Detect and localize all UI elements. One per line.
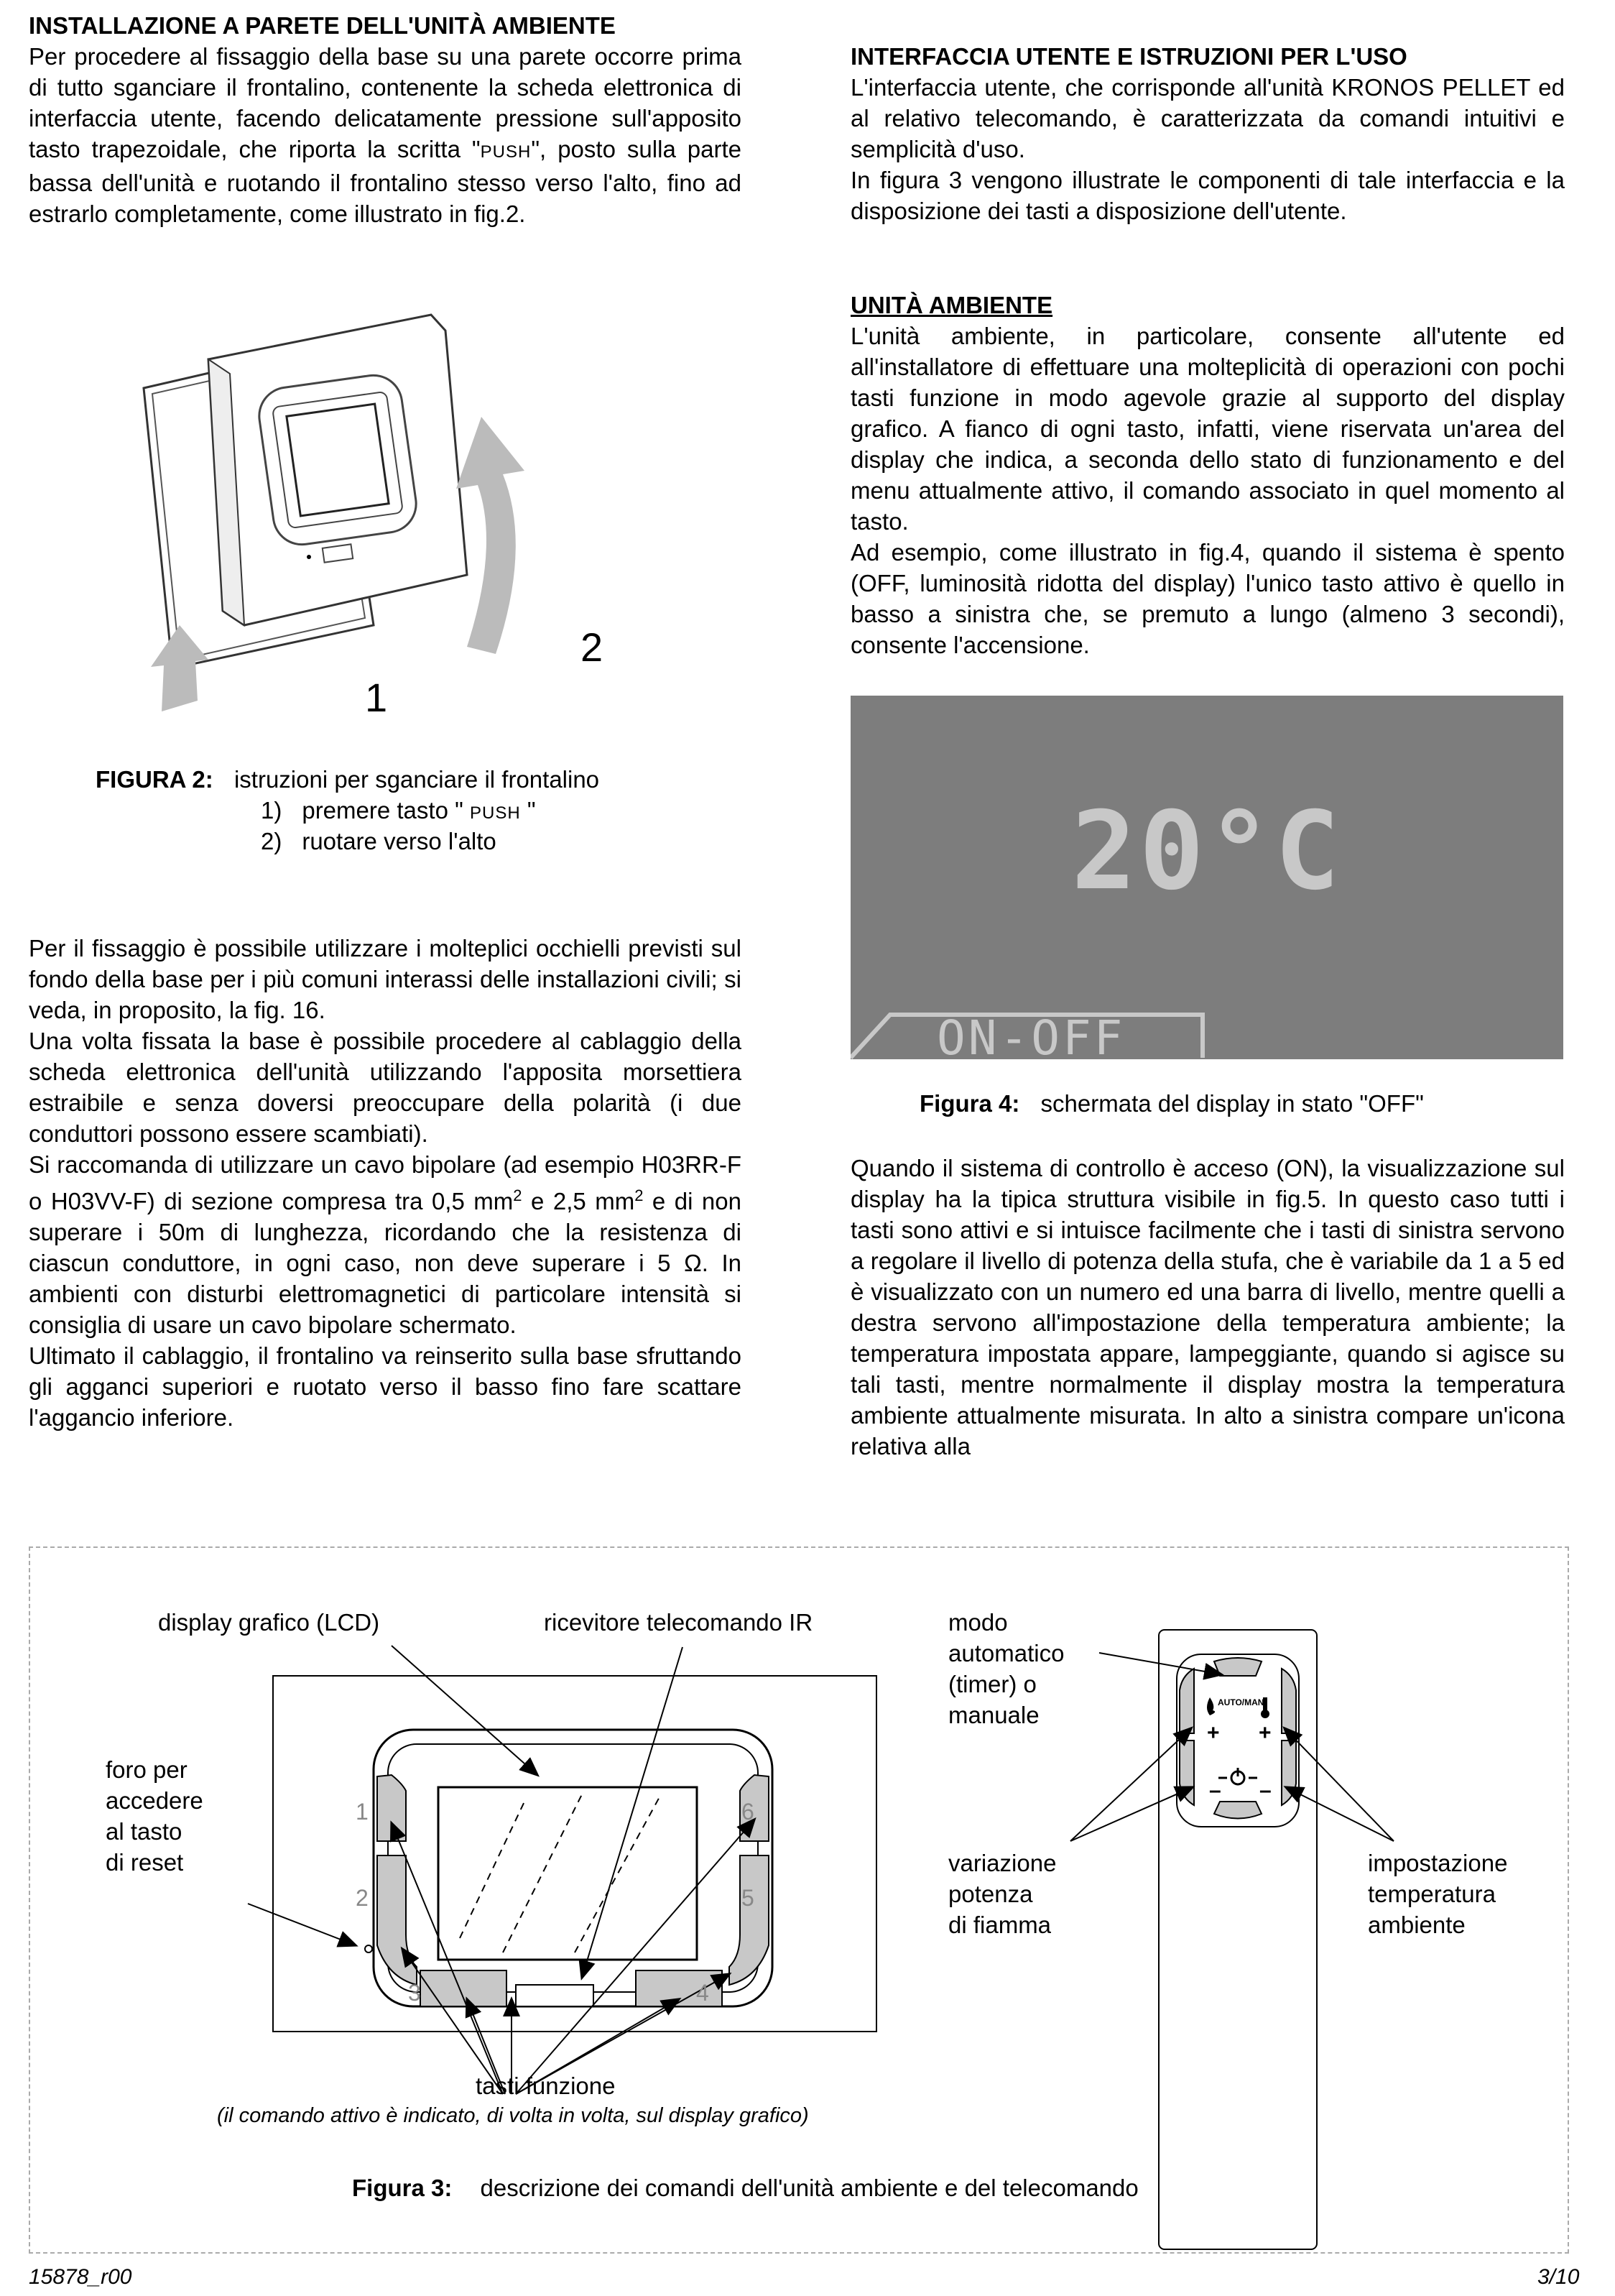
function-key-4[interactable] bbox=[636, 1970, 722, 2006]
remote-plus-left: + bbox=[1207, 1721, 1220, 1745]
remote-auto-man-label: AUTO/MAN bbox=[1218, 1697, 1264, 1707]
rotate-arrow-icon bbox=[456, 417, 524, 654]
room-unit-section bbox=[851, 321, 1565, 660]
label-temperature-setting: impostazione temperatura ambiente bbox=[1368, 1850, 1508, 1938]
fig2-caption-label: FIGURA 2: bbox=[96, 766, 213, 793]
display-softkey-on-off: ON-OFF bbox=[937, 1010, 1126, 1066]
fixing-paragraph-4: Ultimato il cablaggio, il frontalino va reinserito sulla base sfruttando gli agganci superiori e ruotato verso il basso fino fare scattare l'aggancio inferiore. bbox=[29, 1342, 741, 1431]
ui-paragraph-1: L'interfaccia utente, che corrisponde all'unità KRONOS PELLET ed al relativo telecomando, è caratterizzata da comandi intuitivi e semplicità d'uso. bbox=[851, 74, 1565, 162]
room-unit-paragraph-1: L'unità ambiente, in particolare, consente all'utente ed all'installatore di effettuare una molteplicità di operazioni con pochi tasti funzione in modo agevole grazie al supporto del display grafico. A fianco di ogni tasto, infatti, viene riservata un'area del display che indica, a seconda dello stato di funzionamento e del menu attualmente attivo, il comando associato in quel momento al tasto. bbox=[851, 323, 1565, 535]
page-number: 3/10 bbox=[1537, 2265, 1580, 2289]
fig4-caption-label: Figura 4: bbox=[920, 1090, 1020, 1117]
display-temperature: 20°C bbox=[1071, 789, 1343, 914]
display-window bbox=[287, 404, 389, 516]
ir-receiver bbox=[516, 1985, 593, 2006]
figure-4-display bbox=[851, 696, 1563, 1066]
lcd-display bbox=[438, 1787, 697, 1960]
heading-room-unit: UNITÀ AMBIENTE bbox=[851, 292, 1053, 318]
key-number-2: 2 bbox=[356, 1885, 369, 1911]
label-reset-hole: foro per accedere al tasto di reset bbox=[106, 1756, 203, 1876]
label-function-keys: tasti funzione bbox=[476, 2073, 616, 2099]
fig2-caption-title: istruzioni per sganciare il frontalino bbox=[233, 766, 600, 793]
fig4-caption-title: schermata del display in stato "OFF" bbox=[1040, 1090, 1424, 1117]
label-display-lcd: display grafico (LCD) bbox=[158, 1609, 380, 1636]
key-number-6: 6 bbox=[741, 1799, 754, 1825]
heading-installation: INSTALLAZIONE A PARETE DELL'UNITÀ AMBIENTE bbox=[29, 12, 616, 39]
fig2-step2-marker: 2 bbox=[580, 624, 603, 670]
key-number-5: 5 bbox=[741, 1885, 754, 1911]
figure-3-illustration bbox=[29, 1546, 1566, 2251]
on-state-paragraph: Quando il sistema di controllo è acceso (ON), la visualizzazione sul display ha la tipica struttura visibile in fig.5. In questo caso tutti i tasti sono attivi e si intuisce facilmente che i tasti di sinistra servono a regolare il livello di potenza della stufa, che è variabile da 1 a 5 ed è visualizzato con un numero ed una barra di livello, mentre quelli a destra servono all'impostazione della temperatura ambiente; la temperatura impostata appare, lampeggiante, quando si agisce su tali tasti, mentre normalmente il display mostra la temperatura ambiente attualmente misurata. In alto a sinistra compare un'icona relativa alla bbox=[851, 1155, 1565, 1460]
fixing-paragraph-2: Una volta fissata la base è possibile procedere al cablaggio della scheda elettronica dell'unità utilizzando l'apposita morsettiera estraibile e senza doversi preoccupare della polarità (i due conduttori possono essere scambiati). bbox=[29, 1028, 741, 1147]
fig2-caption bbox=[96, 764, 599, 795]
remote-minus-left: – bbox=[1209, 1779, 1221, 1802]
key-number-1: 1 bbox=[356, 1799, 369, 1825]
remote-minus-right: – bbox=[1259, 1779, 1272, 1802]
fig3-caption bbox=[352, 2172, 1139, 2203]
push-button bbox=[323, 544, 353, 562]
fig2-step1-marker: 1 bbox=[365, 675, 388, 720]
label-mode: modo automatico (timer) o manuale bbox=[948, 1609, 1065, 1728]
fig3-caption-label: Figura 3: bbox=[352, 2175, 453, 2201]
fixing-section bbox=[29, 933, 741, 1433]
label-function-keys-note: (il comando attivo è indicato, di volta in volta, sul display grafico) bbox=[217, 2104, 809, 2127]
heading-user-interface: INTERFACCIA UTENTE E ISTRUZIONI PER L'USO bbox=[851, 43, 1407, 70]
function-key-3[interactable] bbox=[420, 1970, 506, 2006]
reset-hole[interactable] bbox=[365, 1945, 372, 1952]
function-key-1[interactable] bbox=[377, 1775, 406, 1841]
fig2-step-1: 1) premere tasto " PUSH " bbox=[261, 797, 536, 824]
installation-paragraph: Per procedere al fissaggio della base su una parete occorre prima di tutto sganciare il frontalino, contenente la scheda elettronica di interfaccia utente, facendo delicatamente pressione sull'apposito tasto trapezoidale, che riporta la scritta "PUSH", posto sulla parte bassa dell'unità e ruotando il frontalino stesso verso l'alto, fino ad estrarlo completamente, come illustrato in fig.2. bbox=[29, 43, 742, 227]
fixing-paragraph-1: Per il fissaggio è possibile utilizzare i molteplici occhielli previsti sul fondo della base per i più comuni interassi delle installazioni civili; si veda, in proposito, la fig. 16. bbox=[29, 935, 741, 1023]
fig4-caption bbox=[920, 1088, 1424, 1119]
remote-onoff-key[interactable] bbox=[1214, 1802, 1262, 1819]
key-number-3: 3 bbox=[408, 1980, 421, 2006]
ui-paragraph-2: In figura 3 vengono illustrate le componenti di tale interfaccia e la disposizione dei tasti a disposizione dell'utente. bbox=[851, 167, 1565, 224]
room-unit-paragraph-2: Ad esempio, come illustrato in fig.4, quando il sistema è spento (OFF, luminosità ridotta del display) l'unico tasto attivo è quello in basso a sinistra che, se premuto a lungo (almeno 3 secondi), consente l'accensione. bbox=[851, 539, 1565, 658]
label-ir-receiver: ricevitore telecomando IR bbox=[544, 1609, 813, 1636]
remote-mode-key[interactable] bbox=[1214, 1658, 1262, 1676]
fig3-caption-title: descrizione dei comandi dell'unità ambiente e del telecomando bbox=[480, 2175, 1139, 2201]
fig2-step-2: 2) ruotare verso l'alto bbox=[261, 828, 496, 854]
key-number-4: 4 bbox=[696, 1980, 709, 2006]
label-flame-power: variazione potenza di fiamma bbox=[948, 1850, 1057, 1938]
doc-code: 15878_r00 bbox=[29, 2265, 132, 2289]
remote-plus-right: + bbox=[1259, 1721, 1272, 1745]
fixing-paragraph-3: Si raccomanda di utilizzare un cavo bipolare (ad esempio H03RR-F o H03VV-F) di sezione compresa tra 0,5 $mm^2$ e 2,5 $mm^2$ e di non superare i 50m di lunghezza, ricordando che la resistenza di ciascun conduttore, in ogni caso, non deve superare i 5 Ω. In ambienti con disturbi elettromagnetici di particolare intensità si consiglia di usare un cavo bipolare schermato. bbox=[29, 1151, 741, 1338]
ui-section bbox=[851, 72, 1565, 226]
